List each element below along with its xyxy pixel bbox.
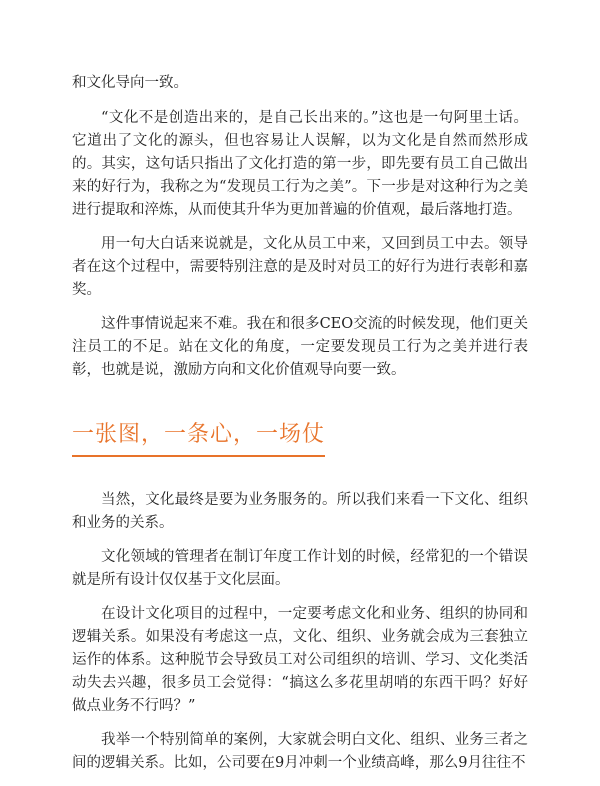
paragraph-synergy: 在设计文化项目的过程中，一定要考虑文化和业务、组织的协同和逻辑关系。如果没有考虑这一点，文化、组织、业务就会成为三套独立运作的体系。这种脱节会导致员工对公司组织的培训、学习、文化类活动失去兴趣，很多员工会觉得：“搞这么多花里胡哨的东西干吗？好好做点业务不行吗？”	[72, 606, 528, 714]
paragraph-culture-origin: “文化不是创造出来的，是自己长出来的。”这也是一句阿里土话。它道出了文化的源头，但也容易让人误解，以为文化是自然而然形成的。其实，这句话只指出了文化打造的第一步，即先要有员工自己做出来的好行为，我称之为“发现员工行为之美”。下一步是对这种行为之美进行提取和淬炼，从而使其升华为更加普遍的价值观，最后落地打造。	[72, 110, 528, 218]
paragraph-continuation: 和文化导向一致。	[72, 75, 188, 91]
paragraph-common-mistake: 文化领域的管理者在制订年度工作计划的时候，经常犯的一个错误就是所有设计仅仅基于文化层面。	[72, 549, 528, 588]
paragraph-culture-business: 当然，文化最终是要为业务服务的。所以我们来看一下文化、组织和业务的关系。	[72, 492, 528, 531]
paragraph-ceo-observation: 这件事情说起来不难。我在和很多CEO交流的时候发现，他们更关注员工的不足。站在文化的角度，一定要发现员工行为之美并进行表彰，也就是说，激励方向和文化价值观导向要一致。	[72, 316, 528, 378]
paragraph-plain-words: 用一句大白话来说就是，文化从员工中来，又回到员工中去。领导者在这个过程中，需要特别注意的是及时对员工的好行为进行表彰和嘉奖。	[72, 236, 528, 298]
paragraph-example: 我举一个特别简单的案例，大家就会明白文化、组织、业务三者之间的逻辑关系。比如，公司要在9月冲刺一个业绩高峰，那么9月往往不	[72, 732, 528, 771]
section-heading: 一张图，一条心，一场仗	[72, 421, 325, 457]
document-page	[72, 0, 528, 786]
